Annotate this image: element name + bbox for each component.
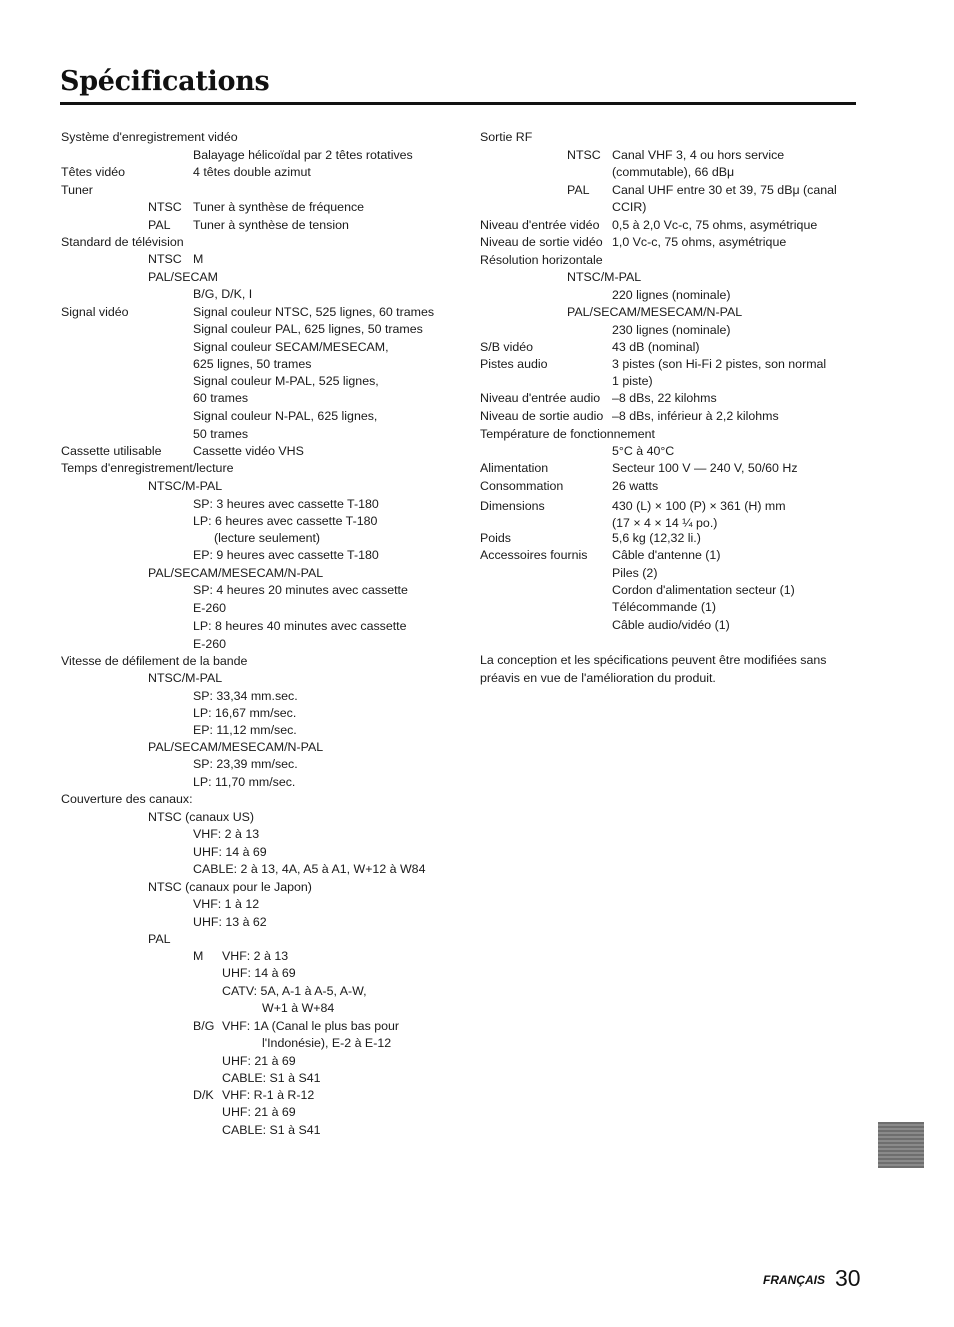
right-line: NTSC/M-PAL	[567, 270, 642, 284]
left-line: VHF: 2 à 13	[222, 949, 289, 963]
left-line: VHF: R-1 à R-12	[222, 1088, 315, 1102]
right-line: Canal VHF 3, 4 ou hors service	[612, 148, 785, 162]
left-line: (lecture seulement)	[214, 531, 321, 545]
right-line: Pistes audio	[480, 357, 548, 371]
left-line: NTSC/M-PAL	[148, 479, 223, 493]
left-line: Signal couleur SECAM/MESECAM,	[193, 340, 389, 354]
right-line: Dimensions	[480, 499, 545, 513]
right-line: 0,5 à 2,0 Vc-c, 75 ohms, asymétrique	[612, 218, 818, 232]
right-line: Accessoires fournis	[480, 548, 588, 562]
footer-page-number: 30	[835, 1265, 861, 1291]
left-line: VHF: 1A (Canal le plus bas pour	[222, 1019, 400, 1033]
right-line: préavis en vue de l'amélioration du produit.	[480, 671, 716, 685]
left-line: EP: 9 heures avec cassette T-180	[193, 548, 379, 562]
right-line: Niveau d'entrée vidéo	[480, 218, 600, 232]
right-line: 220 lignes (nominale)	[612, 288, 731, 302]
left-line: D/K	[193, 1088, 214, 1102]
left-line: B/G, D/K, I	[193, 287, 253, 301]
footer-language-label: FRANÇAIS	[763, 1273, 825, 1287]
left-line: SP: 3 heures avec cassette T-180	[193, 497, 379, 511]
right-line: Résolution horizontale	[480, 253, 603, 267]
left-line: PAL/SECAM	[148, 270, 219, 284]
right-line: 26 watts	[612, 479, 659, 493]
left-line: 60 trames	[193, 391, 249, 405]
left-line: Signal vidéo	[61, 305, 129, 319]
right-line: Cordon d'alimentation secteur (1)	[612, 583, 795, 597]
right-line: (17 × 4 × 14 ¼ po.)	[612, 516, 718, 530]
left-line: NTSC (canaux US)	[148, 810, 255, 824]
right-line: S/B vidéo	[480, 340, 534, 354]
left-line: UHF: 14 à 69	[222, 966, 296, 980]
right-line: –8 dBs, 22 kilohms	[612, 391, 717, 405]
left-line: UHF: 21 à 69	[222, 1105, 296, 1119]
left-line: Vitesse de défilement de la bande	[61, 654, 248, 668]
right-line: Alimentation	[480, 461, 549, 475]
left-line: NTSC	[148, 252, 182, 266]
left-line: Couverture des canaux:	[61, 792, 193, 806]
left-line: Signal couleur M-PAL, 525 lignes,	[193, 374, 379, 388]
left-line: 50 trames	[193, 427, 249, 441]
right-line: 5°C à 40°C	[612, 444, 675, 458]
left-line: Temps d'enregistrement/lecture	[61, 461, 234, 475]
left-line: E-260	[193, 601, 227, 615]
left-line: SP: 33,34 mm.sec.	[193, 689, 298, 703]
right-line: Niveau de sortie audio	[480, 409, 604, 423]
left-line: Têtes vidéo	[61, 165, 126, 179]
right-line: Niveau de sortie vidéo	[480, 235, 603, 249]
left-line: UHF: 14 à 69	[193, 845, 267, 859]
left-line: CATV: 5A, A-1 à A-5, A-W,	[222, 984, 367, 998]
right-line: Télécommande (1)	[612, 600, 716, 614]
left-line: 4 têtes double azimut	[193, 165, 311, 179]
left-line: SP: 23,39 mm/sec.	[193, 757, 298, 771]
left-line: PAL/SECAM/MESECAM/N-PAL	[148, 566, 324, 580]
right-line: CCIR)	[612, 200, 647, 214]
left-line: VHF: 1 à 12	[193, 897, 260, 911]
section-tab-marker	[878, 1122, 924, 1168]
left-line: 625 lignes, 50 trames	[193, 357, 312, 371]
right-line: Secteur 100 V — 240 V, 50/60 Hz	[612, 461, 798, 475]
right-line: (commutable), 66 dBμ	[612, 165, 735, 179]
right-line: 3 pistes (son Hi-Fi 2 pistes, son normal	[612, 357, 827, 371]
right-line: NTSC	[567, 148, 601, 162]
right-line: PAL	[567, 183, 590, 197]
right-line: 1 piste)	[612, 374, 653, 388]
left-line: LP: 6 heures avec cassette T-180	[193, 514, 378, 528]
right-line: Sortie RF	[480, 130, 533, 144]
left-line: B/G	[193, 1019, 215, 1033]
left-line: Cassette utilisable	[61, 444, 162, 458]
left-line: Signal couleur PAL, 625 lignes, 50 trames	[193, 322, 423, 336]
left-line: CABLE: S1 à S41	[222, 1123, 321, 1137]
left-line: l'Indonésie), E-2 à E-12	[262, 1036, 392, 1050]
left-line: E-260	[193, 637, 227, 651]
left-line: M	[193, 252, 204, 266]
right-line: Câble audio/vidéo (1)	[612, 618, 730, 632]
right-line: 230 lignes (nominale)	[612, 323, 731, 337]
left-line: PAL/SECAM/MESECAM/N-PAL	[148, 740, 324, 754]
left-line: Balayage hélicoïdal par 2 têtes rotatives	[193, 148, 413, 162]
right-line: Consommation	[480, 479, 564, 493]
right-line: Câble d'antenne (1)	[612, 548, 721, 562]
left-line: LP: 11,70 mm/sec.	[193, 775, 296, 789]
right-line: Piles (2)	[612, 566, 658, 580]
left-line: M	[193, 949, 204, 963]
left-line: Signal couleur N-PAL, 625 lignes,	[193, 409, 378, 423]
right-line: Niveau d'entrée audio	[480, 391, 601, 405]
left-line: UHF: 21 à 69	[222, 1054, 296, 1068]
left-line: CABLE: S1 à S41	[222, 1071, 321, 1085]
right-line: 5,6 kg (12,32 li.)	[612, 531, 701, 545]
left-line: LP: 16,67 mm/sec.	[193, 706, 297, 720]
left-line: NTSC/M-PAL	[148, 671, 223, 685]
left-line: PAL	[148, 218, 171, 232]
left-line: Signal couleur NTSC, 525 lignes, 60 trames	[193, 305, 435, 319]
left-line: PAL	[148, 932, 171, 946]
left-line: Tuner à synthèse de fréquence	[193, 200, 365, 214]
right-line: Canal UHF entre 30 et 39, 75 dBμ (canal	[612, 183, 837, 197]
left-line: Standard de télévision	[61, 235, 184, 249]
left-line: Tuner	[61, 183, 93, 197]
left-line: LP: 8 heures 40 minutes avec cassette	[193, 619, 407, 633]
left-line: VHF: 2 à 13	[193, 827, 260, 841]
left-line: CABLE: 2 à 13, 4A, A5 à A1, W+12 à W84	[193, 862, 426, 876]
left-line: UHF: 13 à 62	[193, 915, 267, 929]
right-line: Température de fonctionnement	[480, 427, 655, 441]
left-line: W+1 à W+84	[262, 1001, 335, 1015]
left-line: Cassette vidéo VHS	[193, 444, 304, 458]
left-line: Tuner à synthèse de tension	[193, 218, 349, 232]
right-line: –8 dBs, inférieur à 2,2 kilohms	[612, 409, 779, 423]
right-line: 43 dB (nominal)	[612, 340, 700, 354]
page-title: Spécifications	[60, 66, 270, 97]
left-line: NTSC (canaux pour le Japon)	[148, 880, 312, 894]
right-line: La conception et les spécifications peuvent être modifiées sans	[480, 653, 827, 667]
right-line: Poids	[480, 531, 511, 545]
right-line: PAL/SECAM/MESECAM/N-PAL	[567, 305, 743, 319]
title-rule	[60, 102, 856, 105]
left-line: EP: 11,12 mm/sec.	[193, 723, 297, 737]
right-line: 430 (L) × 100 (P) × 361 (H) mm	[612, 499, 786, 513]
left-line: Système d'enregistrement vidéo	[61, 130, 238, 144]
right-line: 1,0 Vc-c, 75 ohms, asymétrique	[612, 235, 787, 249]
left-line: SP: 4 heures 20 minutes avec cassette	[193, 583, 408, 597]
left-line: NTSC	[148, 200, 182, 214]
